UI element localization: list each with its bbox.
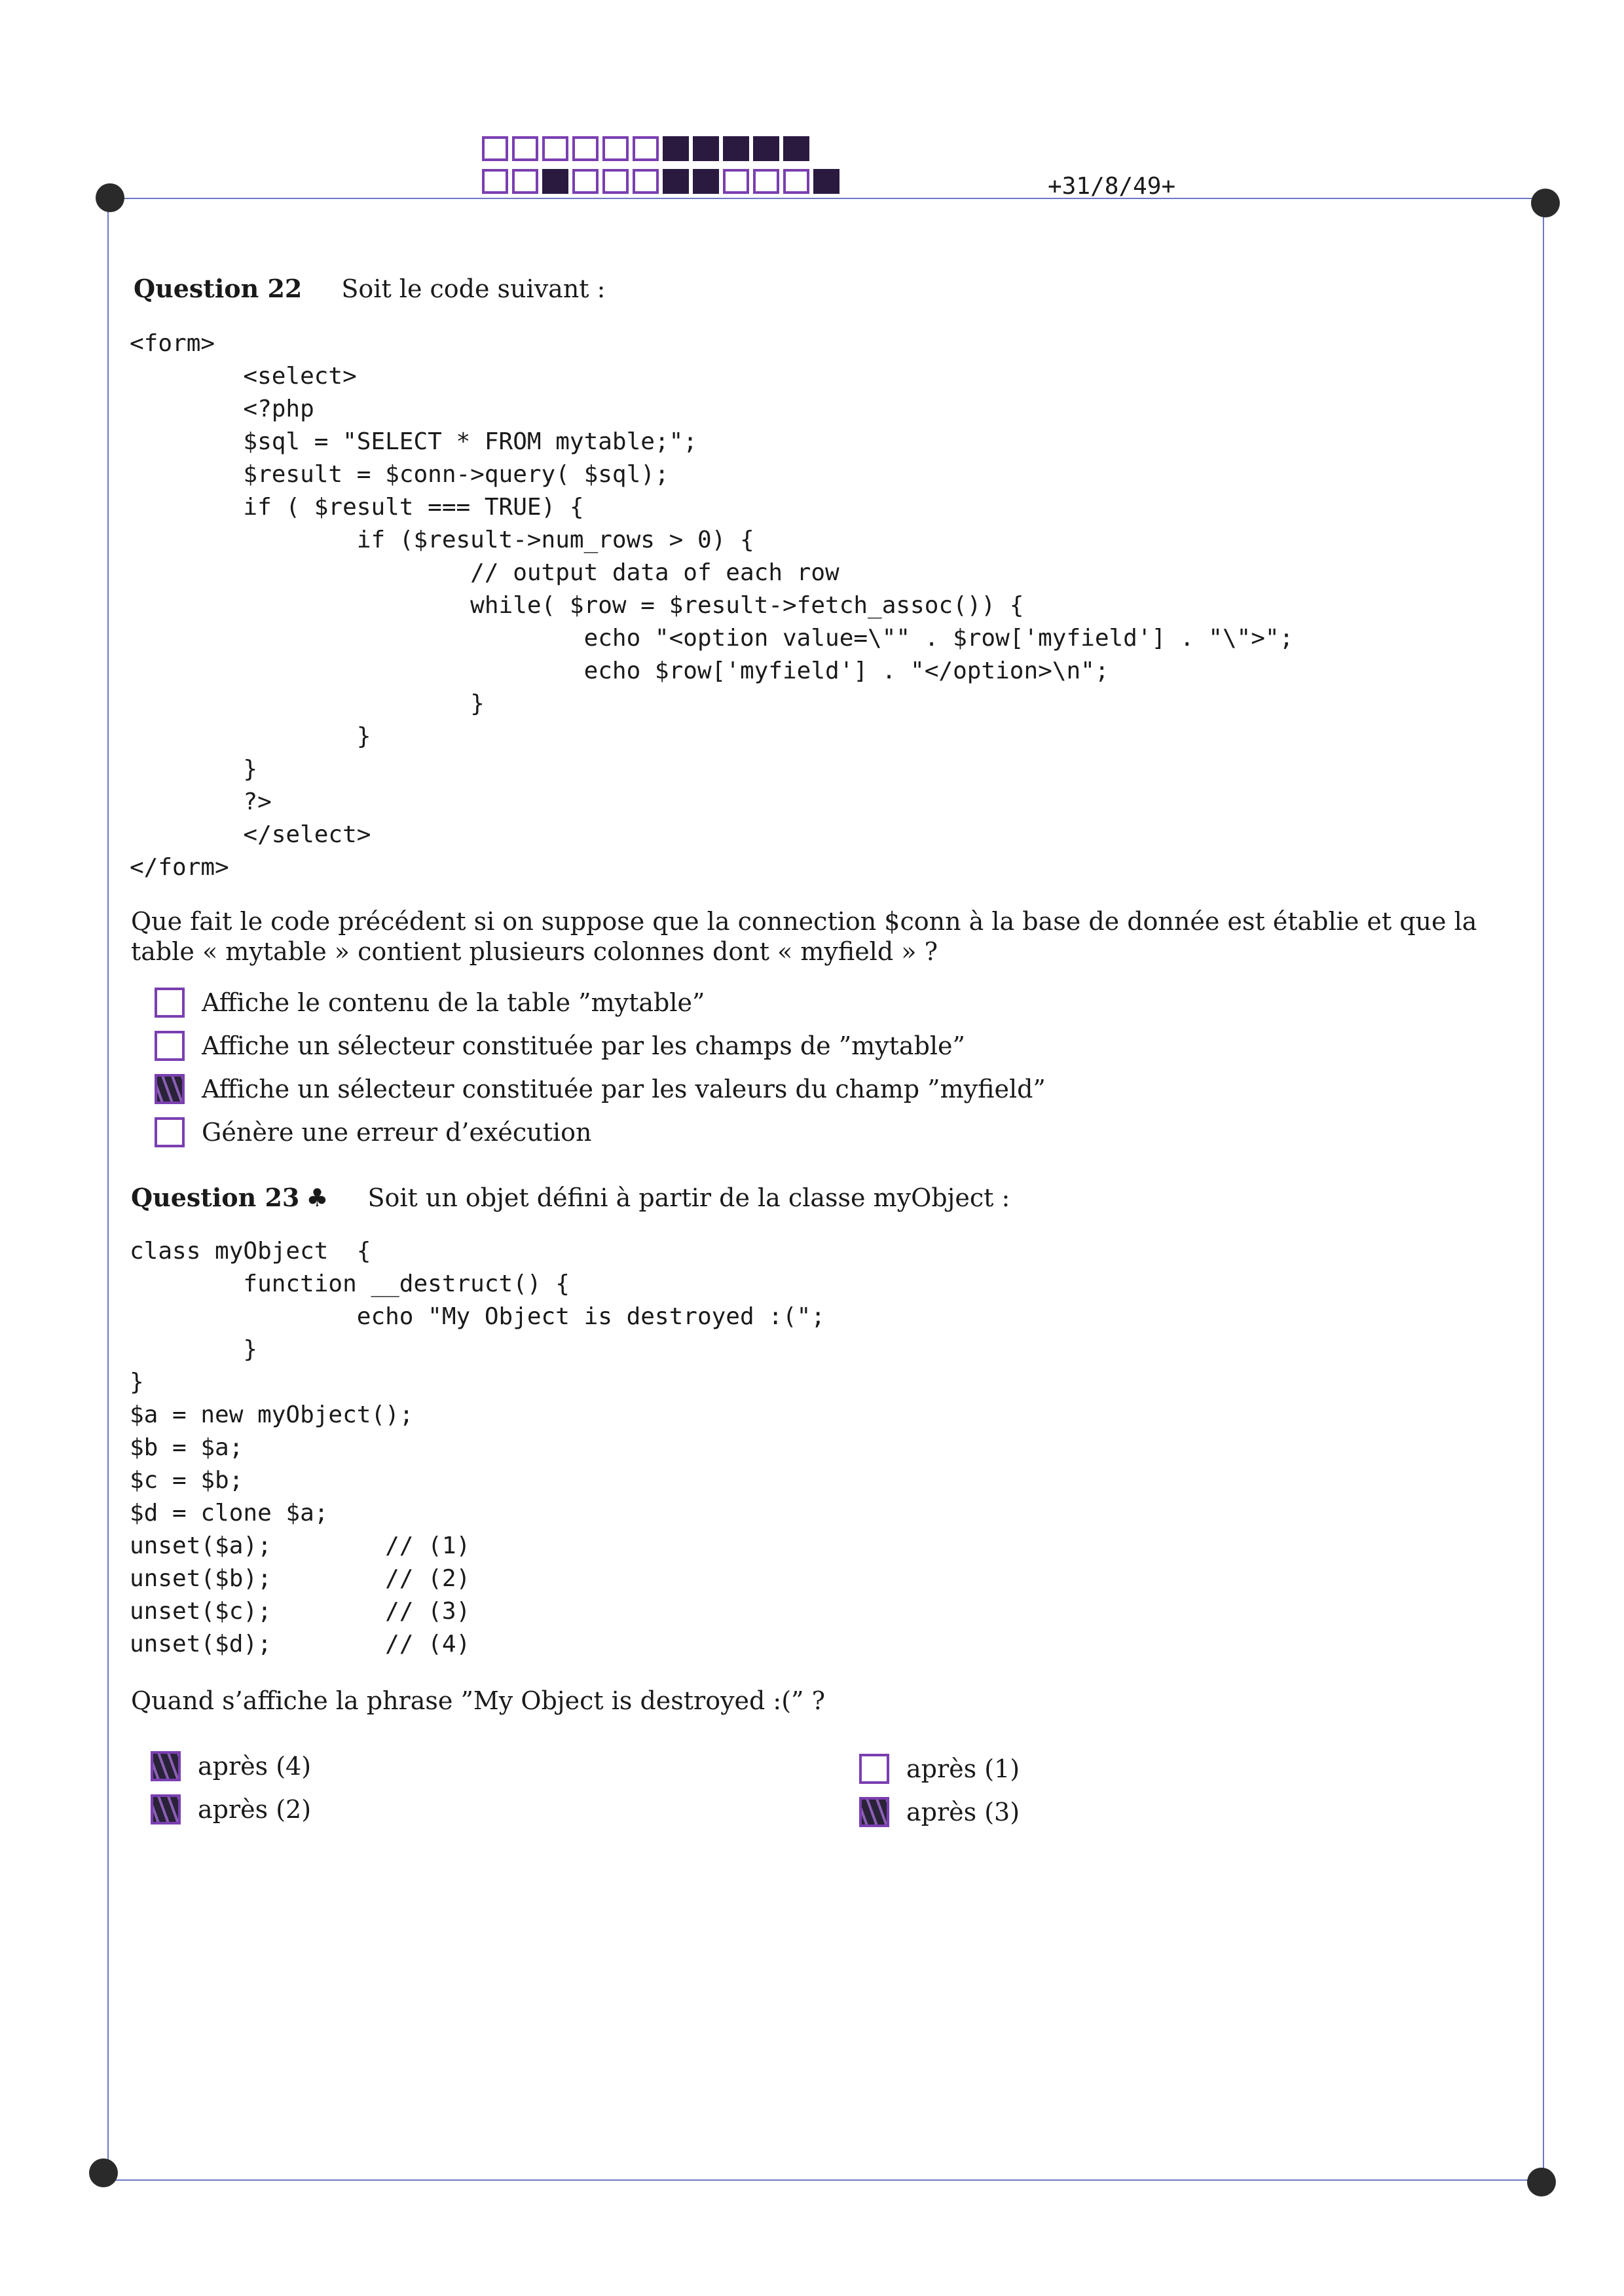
choice-label: après (1): [906, 1754, 1020, 1783]
club-icon: ♣: [306, 1183, 329, 1212]
question-22-number: Question 22: [134, 274, 303, 303]
code-box: [783, 136, 809, 161]
code-box: [602, 136, 629, 161]
code-box: [482, 169, 508, 194]
checkbox-23-1-checked[interactable]: [151, 1751, 181, 1781]
question-22-choice-4[interactable]: [155, 1117, 591, 1147]
code-box: [723, 136, 749, 161]
frame-left-line: [107, 198, 109, 2179]
code-box: [663, 169, 689, 194]
question-23-code: class myObject { function __destruct() { echo "My Object is destroyed :("; } } $a = new myObject(); $b = $a; $c = $b; $d = clone $a; unset($a); // (1) unset($b); // (2) unset($c); // (3) unset($d); // (4): [130, 1238, 826, 1657]
code-box: [723, 169, 749, 194]
code-box: [813, 169, 840, 194]
code-box: [512, 136, 538, 161]
checkbox-22-2[interactable]: [155, 1031, 185, 1061]
code-box: [512, 169, 538, 194]
question-22-code: <form> <select> <?php $sql = "SELECT * FROM mytable;"; $result = $conn->query( $sql); if ( $result === TRUE) { if ($result->num_rows > 0) { // output data of each row while( $row = $result->fetch_assoc()) { echo "<option value=\"" . $row['myfield'] . "\">"; echo $row['myfield'] . "</option>\n"; } } } ?> </select> </form>: [130, 330, 1294, 881]
question-23-choice-1[interactable]: [151, 1751, 311, 1781]
code-box: [663, 136, 689, 161]
frame-top-line: [111, 198, 1547, 199]
frame-bottom-line: [105, 2179, 1544, 2181]
checkbox-23-2-checked[interactable]: [151, 1794, 181, 1824]
code-box: [602, 169, 629, 194]
question-23-choice-2[interactable]: [151, 1794, 311, 1824]
code-box: [572, 136, 599, 161]
code-box: [753, 136, 779, 161]
choice-label: Affiche un sélecteur constituée par les valeurs du champ ”myfield”: [202, 1075, 1046, 1103]
code-box: [542, 136, 568, 161]
checkbox-22-4[interactable]: [155, 1117, 185, 1147]
checkbox-23-4-checked[interactable]: [859, 1797, 889, 1827]
corner-marker-bottom-left: [89, 2158, 118, 2187]
code-box: [693, 169, 719, 194]
question-23-number: Question 23 ♣: [131, 1183, 329, 1212]
checkbox-23-3[interactable]: [859, 1754, 889, 1784]
choice-label: Génère une erreur d’exécution: [202, 1118, 592, 1147]
code-box: [572, 169, 599, 194]
page-id: +31/8/49+: [1048, 173, 1176, 200]
frame-right-line: [1543, 198, 1544, 2179]
choice-label: après (4): [198, 1752, 312, 1781]
code-box: [783, 169, 809, 194]
choice-label: Affiche un sélecteur constituée par les champs de ”mytable”: [202, 1031, 965, 1060]
question-23-intro: Soit un objet défini à partir de la classe myObject :: [367, 1183, 1010, 1212]
question-23-choice-3[interactable]: [859, 1754, 1020, 1784]
corner-marker-top-right: [1531, 189, 1560, 217]
page-code-row-2: [482, 169, 843, 194]
question-22-header: [134, 274, 605, 303]
corner-marker-bottom-right: [1527, 2168, 1556, 2196]
question-22-choice-2[interactable]: [155, 1031, 965, 1061]
question-23-prompt: Quand s’affiche la phrase ”My Object is destroyed :(” ?: [131, 1686, 825, 1715]
code-box: [633, 169, 659, 194]
code-box: [753, 169, 779, 194]
question-22-choice-3[interactable]: [155, 1074, 1046, 1104]
choice-label: Affiche le contenu de la table ”mytable”: [202, 988, 705, 1017]
code-box: [633, 136, 659, 161]
choice-label: après (2): [198, 1795, 312, 1824]
question-22-intro: Soit le code suivant :: [341, 274, 606, 303]
choice-label: après (3): [906, 1798, 1020, 1826]
code-box: [542, 169, 568, 194]
question-22-choice-1[interactable]: [155, 988, 705, 1018]
page-code-row-1: [482, 136, 813, 161]
code-box: [693, 136, 719, 161]
code-box: [482, 136, 508, 161]
question-23-header: [131, 1183, 1010, 1212]
corner-marker-top-left: [96, 183, 124, 212]
checkbox-22-1[interactable]: [155, 988, 185, 1018]
checkbox-22-3-checked[interactable]: [155, 1074, 185, 1104]
question-22-prompt: Que fait le code précédent si on suppose que la connection $conn à la base de donnée est établie et que la table « mytable » contient plusieurs colonnes dont « myfield » ?: [131, 907, 1477, 966]
question-23-choice-4[interactable]: [859, 1797, 1020, 1827]
